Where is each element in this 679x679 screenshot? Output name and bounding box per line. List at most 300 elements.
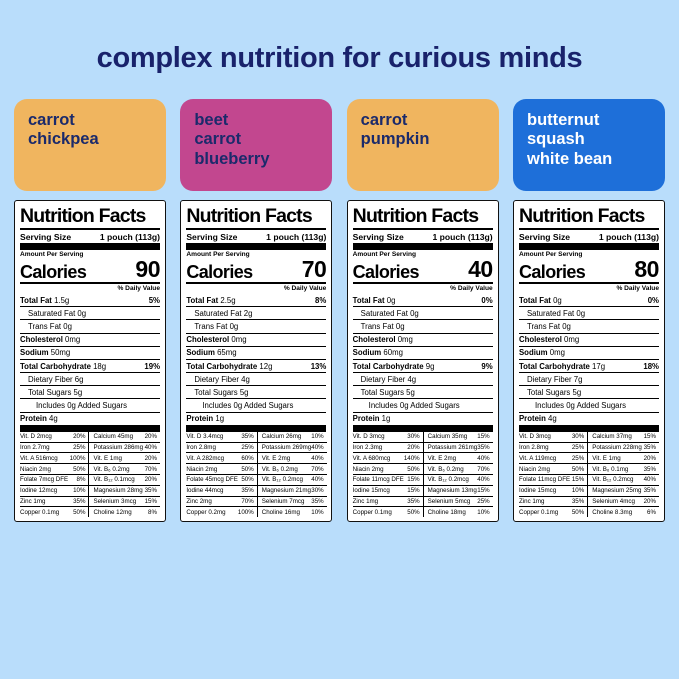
vitamin-name-left: Vit. D 3mcg: [352, 433, 385, 441]
vitamin-name-left: Iron 2.7mg: [20, 442, 69, 453]
nutrient-name: Includes 0g Added Sugars: [202, 401, 294, 411]
vitamin-name-right: Selenium 4mcg: [588, 496, 643, 507]
vitamin-pct-right: 35%: [144, 485, 160, 496]
vitamin-name-left: Copper 0.2mg: [186, 507, 238, 517]
serving-size-row: [353, 230, 493, 243]
vitamin-pct-right: 35%: [477, 442, 492, 453]
vitamin-name-left: Vit. D 3.4mcg: [186, 433, 224, 441]
vitamin-row: [519, 442, 659, 453]
nutrition-facts-panel: [14, 200, 166, 522]
serving-size-label: Serving Size: [20, 231, 72, 242]
vitamin-table: [353, 432, 493, 517]
vitamin-name-left: Niacin 2mg: [186, 464, 238, 475]
nutrient-row: [353, 333, 493, 346]
vitamin-name-left: Folate 11mcg DFE: [518, 476, 571, 484]
nutrition-facts-title: Nutrition Facts: [518, 205, 645, 227]
vitamin-pct-right: 40%: [311, 453, 326, 464]
nutrient-row: [20, 333, 160, 346]
vitamin-name-left: Vit. A 282mcg: [186, 453, 238, 464]
vitamin-name-left: Iodine 44mcg: [186, 485, 238, 496]
vitamin-pct-right: 15%: [643, 433, 656, 441]
vitamin-pct-right: 40%: [144, 442, 160, 453]
nutrient-name: Total Fat 0g: [518, 295, 562, 305]
vitamin-pct-right: 15%: [477, 433, 490, 441]
vitamin-row: [186, 464, 326, 475]
vitamin-name-right: Magnesium 25mg: [588, 485, 643, 496]
nutrient-row: [353, 359, 493, 372]
vitamin-name-right: Vit. B₆ 0.2mg: [423, 464, 477, 475]
vitamin-pct-left: 50%: [571, 507, 587, 517]
vitamin-pct-right: 35%: [311, 496, 326, 507]
flavor-card[interactable]: [14, 99, 166, 191]
vitamin-row: [353, 485, 493, 496]
vitamin-table: [20, 432, 160, 517]
vitamin-row: [20, 496, 160, 507]
calories-label: Calories: [518, 262, 586, 283]
vitamin-row: [519, 496, 659, 507]
vitamin-pct-right: 35%: [643, 464, 659, 475]
vitamin-pct-left: 20%: [404, 442, 423, 453]
nutrient-row: [519, 412, 659, 425]
vitamin-row: [20, 432, 160, 442]
vitamin-pct-right: 20%: [144, 474, 160, 485]
nutrient-row: [186, 398, 326, 411]
vitamin-pct-right: 20%: [643, 496, 659, 507]
flavor-card-line: chickpea: [28, 130, 99, 149]
vitamin-pct-left: 35%: [404, 496, 423, 507]
vitamin-name-right: Vit. E 2mg: [257, 453, 311, 464]
flavor-card[interactable]: [180, 99, 332, 191]
vitamin-row: [353, 442, 493, 453]
flavor-card-line: white bean: [526, 149, 613, 168]
vitamin-row: [353, 507, 493, 517]
daily-value-header: % Daily Value: [283, 285, 327, 293]
nutrient-daily-value: 18%: [643, 361, 659, 371]
nutrient-row: [353, 412, 493, 425]
nutrient-name: Total Sugars 5g: [526, 387, 582, 397]
nutrition-facts-title: Nutrition Facts: [352, 205, 479, 227]
nutrient-row: [353, 346, 493, 359]
vitamin-row: [519, 464, 659, 475]
nutrient-name: Trans Fat 0g: [360, 321, 405, 331]
vitamin-name-left: Vit. D 2mcg: [20, 433, 52, 441]
vitamin-pct-right: 10%: [477, 507, 492, 517]
nutrition-facts-title: Nutrition Facts: [186, 205, 312, 227]
nutrient-name: Total Fat 1.5g: [20, 295, 70, 305]
vitamin-name-right: Selenium 7mcg: [257, 496, 311, 507]
flavor-card-line: carrot: [360, 111, 408, 129]
calories-value: 70: [301, 256, 327, 283]
flavor-card-row: [0, 75, 679, 191]
nutrient-name: Protein 1g: [186, 414, 225, 424]
flavor-card[interactable]: [513, 99, 665, 191]
flavor-card-line: blueberry: [194, 149, 270, 168]
flavor-card-line: butternut: [526, 111, 600, 129]
vitamin-pct-left: 10%: [571, 485, 587, 496]
vitamin-name-right: Choline 8.3mg: [588, 507, 643, 517]
vitamin-pct-left: 15%: [404, 474, 423, 485]
calories-value: 80: [634, 256, 659, 283]
vitamin-pct-left: 20%: [73, 433, 86, 441]
vitamin-pct-left: 25%: [571, 442, 587, 453]
nutrient-row: [186, 294, 326, 306]
calories-label: Calories: [352, 262, 419, 283]
nutrition-panel-row: [0, 191, 679, 522]
nutrient-daily-value: 19%: [144, 361, 160, 371]
vitamin-pct-right: 40%: [643, 474, 659, 485]
vitamin-pct-left: 50%: [69, 507, 89, 517]
vitamin-pct-right: 20%: [144, 453, 160, 464]
vitamin-name-left: Zinc 1mg: [519, 496, 571, 507]
nutrition-facts-panel: [347, 200, 499, 522]
vitamin-pct-left: 8%: [69, 474, 89, 485]
nutrient-row: [20, 398, 160, 411]
vitamin-row: [519, 474, 659, 485]
vitamin-row: [20, 474, 160, 485]
nutrient-row: [186, 359, 326, 372]
nutrient-name: Total Carbohydrate 17g: [518, 361, 606, 371]
vitamin-pct-left: 50%: [404, 464, 423, 475]
flavor-card[interactable]: [347, 99, 499, 191]
flavor-card-line: carrot: [28, 111, 75, 129]
vitamin-name-left: Iron 2.8mg: [519, 442, 571, 453]
vitamin-pct-right: 40%: [477, 453, 492, 464]
nutrient-row: [519, 319, 659, 332]
serving-size-label: Serving Size: [518, 231, 571, 242]
nutrient-row: [353, 385, 493, 398]
vitamin-name-right: Vit. B₁₂ 0.2mcg: [257, 474, 311, 485]
nutrient-daily-value: 0%: [481, 295, 493, 305]
nutrient-daily-value: 13%: [310, 361, 327, 371]
vitamin-pct-left: 15%: [571, 474, 587, 485]
vitamin-name-left: Vit. A 516mcg: [20, 453, 69, 464]
flavor-card-line: carrot: [194, 130, 242, 149]
nutrient-name: Saturated Fat 0g: [360, 308, 419, 318]
vitamin-name-left: Vit. A 119mcg: [519, 453, 571, 464]
nutrient-name: Total Sugars 5g: [360, 387, 415, 397]
daily-value-header: % Daily Value: [117, 285, 160, 293]
nutrient-name: Cholesterol 0mg: [186, 335, 247, 345]
nutrient-name: Total Carbohydrate 12g: [186, 361, 273, 371]
vitamin-pct-right: 30%: [311, 485, 326, 496]
nutrient-row: [186, 306, 326, 319]
vitamin-pct-right: 8%: [144, 507, 160, 517]
amount-per-serving-label: Amount Per Serving: [20, 251, 84, 259]
nutrient-row: [186, 412, 326, 425]
vitamin-name-right: Potassium 286mg: [89, 442, 144, 453]
vitamin-name-right: Choline 18mg: [423, 507, 477, 517]
vitamin-name-right: Choline 16mg: [257, 507, 311, 517]
vitamin-name-right: Choline 12mg: [89, 507, 144, 517]
vitamin-pct-right: 40%: [311, 442, 326, 453]
calories-label: Calories: [186, 262, 253, 283]
vitamin-name-right: Vit. E 1mg: [588, 453, 643, 464]
vitamin-pct-left: 35%: [69, 496, 89, 507]
vitamin-pct-left: 140%: [404, 453, 423, 464]
vitamin-name-right: Vit. B₁₂ 0.1mcg: [89, 474, 144, 485]
vitamin-name-right: Vit. B₆ 0.1mg: [588, 464, 643, 475]
vitamin-name-right: Magnesium 13mg: [423, 485, 477, 496]
daily-value-header: % Daily Value: [450, 285, 493, 293]
vitamin-pct-right: 25%: [477, 496, 492, 507]
nutrient-row: [353, 319, 493, 332]
vitamin-pct-left: 25%: [571, 453, 587, 464]
vitamin-pct-right: 70%: [311, 464, 326, 475]
vitamin-name-left: Copper 0.1mg: [353, 507, 404, 517]
vitamin-name-right: Vit. B₁₂ 0.2mcg: [423, 474, 477, 485]
vitamin-row: [353, 496, 493, 507]
vitamin-pct-right: 15%: [477, 485, 492, 496]
nutrient-row: [519, 306, 659, 319]
vitamin-pct-right: 40%: [477, 474, 492, 485]
serving-size-value: 1 pouch (113g): [99, 231, 160, 242]
vitamin-pct-right: 15%: [144, 496, 160, 507]
nutrient-daily-value: 5%: [148, 295, 160, 305]
vitamin-table: [519, 432, 659, 517]
serving-size-row: [186, 230, 326, 243]
nutrient-row: [20, 294, 160, 306]
nutrient-row: [186, 372, 326, 385]
serving-size-value: 1 pouch (113g): [432, 231, 493, 242]
vitamin-name-left: Niacin 2mg: [353, 464, 404, 475]
vitamin-name-right: Potassium 228mg: [588, 442, 643, 453]
nutrient-name: Protein 4g: [518, 414, 557, 424]
nutrient-row: [519, 398, 659, 411]
vitamin-pct-right: 10%: [311, 433, 324, 441]
vitamin-name-right: Selenium 5mcg: [423, 496, 477, 507]
flavor-card-line: beet: [194, 111, 229, 129]
nutrient-name: Sodium 0mg: [518, 348, 565, 358]
vitamin-pct-right: 40%: [311, 474, 326, 485]
nutrient-name: Total Fat 2.5g: [186, 295, 236, 305]
vitamin-row: [20, 507, 160, 517]
nutrient-row: [519, 294, 659, 306]
nutrient-row: [519, 359, 659, 372]
vitamin-pct-left: 10%: [69, 485, 89, 496]
nutrient-name: Trans Fat 0g: [28, 321, 72, 331]
vitamin-pct-left: 50%: [238, 464, 257, 475]
nutrient-row: [186, 319, 326, 332]
vitamin-row: [186, 432, 326, 442]
vitamin-name-right: Calcium 35mg: [423, 432, 477, 442]
nutrient-name: Saturated Fat 2g: [194, 308, 253, 318]
vitamin-pct-right: 35%: [643, 442, 659, 453]
vitamin-pct-left: 30%: [571, 433, 585, 441]
vitamin-name-right: Selenium 3mcg: [89, 496, 144, 507]
vitamin-name-left: Niacin 2mg: [20, 464, 69, 475]
nutrient-name: Dietary Fiber 7g: [526, 374, 583, 384]
vitamin-name-left: Copper 0.1mg: [519, 507, 571, 517]
vitamin-name-left: Vit. A 680mcg: [353, 453, 404, 464]
vitamin-row: [186, 485, 326, 496]
nutrient-name: Dietary Fiber 4g: [360, 374, 417, 384]
vitamin-pct-left: 35%: [238, 485, 257, 496]
vitamin-row: [186, 453, 326, 464]
vitamin-pct-left: 15%: [404, 485, 423, 496]
nutrient-daily-value: 8%: [315, 295, 327, 305]
vitamin-row: [519, 432, 659, 442]
flavor-card-line: pumpkin: [360, 130, 430, 149]
vitamin-row: [186, 442, 326, 453]
amount-per-serving-label: Amount Per Serving: [352, 251, 417, 259]
vitamin-name-right: Vit. B₁₂ 0.2mcg: [588, 474, 643, 485]
vitamin-name-left: Iodine 15mcg: [519, 485, 571, 496]
vitamin-pct-right: 70%: [477, 464, 492, 475]
nutrient-row: [519, 385, 659, 398]
vitamin-pct-left: 25%: [69, 442, 89, 453]
vitamin-row: [20, 485, 160, 496]
vitamin-name-right: Magnesium 28mg: [89, 485, 144, 496]
nutrient-row: [186, 346, 326, 359]
nutrient-name: Total Fat 0g: [352, 295, 396, 305]
vitamin-name-left: Zinc 1mg: [353, 496, 404, 507]
vitamin-row: [186, 496, 326, 507]
nutrient-name: Sodium 60mg: [352, 348, 403, 358]
amount-per-serving-label: Amount Per Serving: [186, 251, 250, 259]
serving-size-value: 1 pouch (113g): [266, 231, 327, 242]
nutrient-row: [20, 385, 160, 398]
nutrient-name: Trans Fat 0g: [526, 321, 571, 331]
vitamin-name-right: Magnesium 21mg: [257, 485, 311, 496]
vitamin-pct-left: 50%: [69, 464, 89, 475]
serving-size-row: [20, 230, 160, 243]
nutrient-row: [20, 372, 160, 385]
nutrient-row: [20, 319, 160, 332]
vitamin-row: [20, 453, 160, 464]
vitamin-name-right: Vit. E 1mg: [89, 453, 144, 464]
vitamin-name-right: Potassium 269mg: [257, 442, 311, 453]
vitamin-pct-left: 60%: [238, 453, 257, 464]
nutrient-name: Cholesterol 0mg: [518, 335, 580, 345]
nutrient-name: Sodium 50mg: [20, 348, 71, 358]
vitamin-pct-right: 20%: [643, 453, 659, 464]
nutrient-row: [353, 398, 493, 411]
vitamin-name-left: Folate 45mcg DFE: [186, 476, 238, 484]
vitamin-row: [186, 474, 326, 485]
nutrient-name: Includes 0g Added Sugars: [534, 401, 627, 411]
vitamin-row: [353, 474, 493, 485]
vitamin-pct-left: 30%: [407, 433, 420, 441]
nutrition-facts-panel: [513, 200, 665, 522]
vitamin-row: [519, 485, 659, 496]
nutrient-row: [20, 346, 160, 359]
vitamin-name-left: Folate 11mcg DFE: [352, 476, 404, 484]
vitamin-row: [353, 464, 493, 475]
nutrient-name: Total Sugars 5g: [194, 387, 249, 397]
nutrient-name: Total Sugars 5g: [28, 387, 83, 397]
nutrient-name: Protein 4g: [20, 414, 58, 424]
nutrient-row: [353, 294, 493, 306]
nutrient-name: Dietary Fiber 6g: [28, 374, 84, 384]
vitamin-row: [20, 442, 160, 453]
amount-per-serving-label: Amount Per Serving: [518, 251, 583, 259]
flavor-card-line: squash: [526, 130, 585, 149]
page-title: complex nutrition for curious minds: [96, 42, 583, 74]
vitamin-name-left: Niacin 2mg: [519, 464, 571, 475]
vitamin-pct-right: 35%: [643, 485, 659, 496]
nutrient-name: Trans Fat 0g: [194, 321, 239, 331]
serving-size-value: 1 pouch (113g): [598, 231, 659, 242]
vitamin-pct-left: 35%: [241, 433, 254, 441]
nutrient-daily-value: 0%: [647, 295, 659, 305]
vitamin-pct-left: 70%: [238, 496, 257, 507]
nutrient-name: Dietary Fiber 4g: [194, 374, 250, 384]
vitamin-row: [353, 453, 493, 464]
nutrient-row: [20, 359, 160, 372]
vitamin-pct-left: 100%: [69, 453, 89, 464]
nutrient-row: [519, 333, 659, 346]
vitamin-row: [353, 432, 493, 442]
calories-value: 40: [468, 256, 493, 283]
vitamin-pct-right: 20%: [144, 433, 157, 441]
vitamin-name-left: Vit. D 3mcg: [518, 433, 551, 441]
nutrient-row: [186, 385, 326, 398]
nutrient-daily-value: 9%: [481, 361, 493, 371]
serving-size-label: Serving Size: [352, 231, 404, 242]
vitamin-name-left: Iodine 15mcg: [353, 485, 404, 496]
calories-label: Calories: [20, 262, 87, 283]
vitamin-row: [186, 507, 326, 517]
vitamin-pct-right: 70%: [144, 464, 160, 475]
nutrition-facts-title: Nutrition Facts: [20, 205, 146, 227]
serving-size-row: [519, 230, 659, 243]
nutrient-row: [519, 372, 659, 385]
vitamin-name-left: Zinc 1mg: [20, 496, 69, 507]
vitamin-name-left: Iodine 12mcg: [20, 485, 69, 496]
nutrient-name: Sodium 65mg: [186, 348, 237, 358]
vitamin-table: [186, 432, 326, 517]
vitamin-pct-left: 100%: [238, 507, 257, 517]
vitamin-row: [20, 464, 160, 475]
nutrient-row: [353, 372, 493, 385]
vitamin-name-right: Potassium 261mg: [423, 442, 477, 453]
vitamin-name-right: Vit. B₆ 0.2mg: [89, 464, 144, 475]
vitamin-name-left: Iron 2.3mg: [353, 442, 404, 453]
nutrient-name: Cholesterol 0mg: [352, 335, 413, 345]
nutrient-name: Saturated Fat 0g: [28, 308, 87, 318]
nutrient-name: Total Carbohydrate 9g: [352, 361, 435, 371]
nutrient-row: [20, 412, 160, 425]
nutrient-row: [353, 306, 493, 319]
vitamin-row: [519, 453, 659, 464]
vitamin-row: [519, 507, 659, 517]
daily-value-header: % Daily Value: [616, 285, 659, 293]
vitamin-pct-left: 25%: [238, 442, 257, 453]
nutrient-name: Protein 1g: [352, 414, 391, 424]
vitamin-name-right: Vit. E 2mg: [423, 453, 477, 464]
serving-size-label: Serving Size: [186, 231, 238, 242]
nutrient-name: Saturated Fat 0g: [526, 308, 586, 318]
vitamin-pct-right: 10%: [311, 507, 326, 517]
nutrient-name: Includes 0g Added Sugars: [368, 401, 460, 411]
nutrition-facts-panel: [180, 200, 332, 522]
vitamin-pct-left: 50%: [238, 474, 257, 485]
vitamin-pct-left: 50%: [404, 507, 423, 517]
vitamin-name-left: Zinc 2mg: [186, 496, 238, 507]
nutrient-name: Includes 0g Added Sugars: [36, 401, 128, 411]
vitamin-name-left: Iron 2.8mg: [186, 442, 238, 453]
nutrient-name: Cholesterol 0mg: [20, 335, 81, 345]
vitamin-name-right: Calcium 26mg: [257, 432, 311, 442]
nutrient-row: [186, 333, 326, 346]
calories-value: 90: [135, 256, 160, 283]
nutrient-row: [519, 346, 659, 359]
vitamin-name-right: Vit. B₆ 0.2mg: [257, 464, 311, 475]
nutrient-row: [20, 306, 160, 319]
vitamin-pct-left: 35%: [571, 496, 587, 507]
vitamin-name-right: Calcium 45mg: [89, 432, 144, 442]
nutrient-name: Total Carbohydrate 18g: [20, 361, 107, 371]
